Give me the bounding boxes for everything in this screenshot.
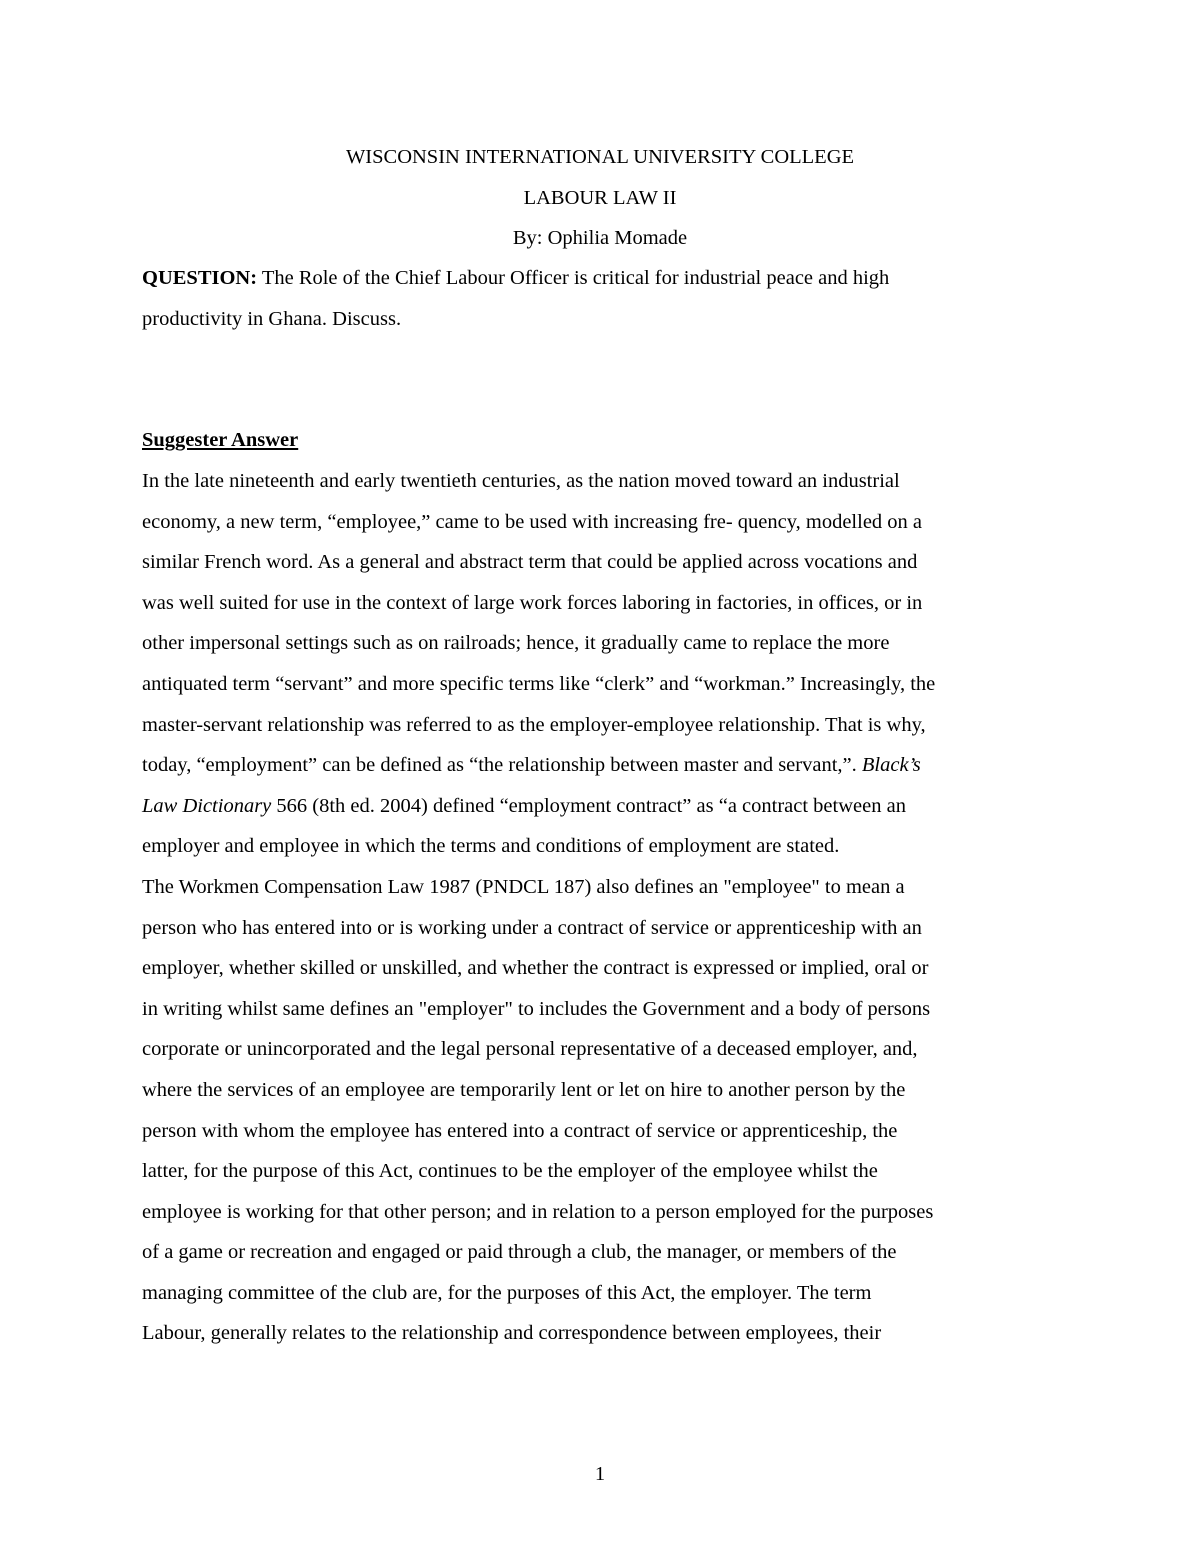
paragraph-2-line: Labour, generally relates to the relationship and correspondence between employees, their xyxy=(142,1322,882,1345)
paragraph-2-line: managing committee of the club are, for the purposes of this Act, the employer. The term xyxy=(142,1281,872,1304)
paragraph-1-line-9 xyxy=(142,786,1062,827)
question-line-1 xyxy=(142,258,1062,299)
question-text-1: The Role of the Chief Labour Officer is critical for industrial peace and high xyxy=(257,267,890,289)
law-dictionary-citation: Law Dictionary xyxy=(142,794,272,817)
paragraph-2-line: in writing whilst same defines an "employer" to includes the Government and a body of persons xyxy=(142,997,931,1020)
question-label: QUESTION: xyxy=(142,267,258,289)
answer-body xyxy=(142,461,1062,1354)
blacks-citation: Black’s xyxy=(861,754,921,777)
paragraph-1-line: master-servant relationship was referred to as the employer-employee relationship. That is why, xyxy=(142,713,926,736)
institution-title: WISCONSIN INTERNATIONAL UNIVERSITY COLLEGE xyxy=(345,146,855,168)
answer-heading: Suggester Answer xyxy=(142,429,299,451)
paragraph-1-line: antiquated term “servant” and more specific terms like “clerk” and “workman.” Increasingly, the xyxy=(142,672,936,695)
paragraph-1-line: economy, a new term, “employee,” came to be used with increasing fre- quency, modelled on a xyxy=(142,510,923,533)
paragraph-2-line: The Workmen Compensation Law 1987 (PNDCL 187) also defines an "employee" to mean a xyxy=(142,875,905,898)
paragraph-1-line: In the late nineteenth and early twentieth centuries, as the nation moved toward an industrial xyxy=(142,470,900,492)
course-title: LABOUR LAW II xyxy=(523,187,677,209)
paragraph-2-line: where the services of an employee are temporarily lent or let on hire to another person by the xyxy=(142,1078,906,1101)
paragraph-2-line: latter, for the purpose of this Act, continues to be the employer of the employee whilst the xyxy=(142,1160,878,1183)
paragraph-1-line: was well suited for use in the context of large work forces laboring in factories, in offices, or in xyxy=(142,591,923,614)
paragraph-2-line: of a game or recreation and engaged or paid through a club, the manager, or members of the xyxy=(142,1241,897,1264)
paragraph-2-line: person who has entered into or is working under a contract of service or apprenticeship with an xyxy=(142,916,922,939)
contract-definition-text: 566 (8th ed. 2004) defined “employment contract” as “a contract between an xyxy=(271,794,906,817)
paragraph-1-line-8 xyxy=(142,745,1062,786)
paragraph-2-line: corporate or unincorporated and the legal personal representative of a deceased employer, and, xyxy=(142,1038,918,1061)
page-number: 1 xyxy=(594,1463,606,1485)
question-line-2: productivity in Ghana. Discuss. xyxy=(142,307,402,330)
paragraph-1-line: other impersonal settings such as on railroads; hence, it gradually came to replace the more xyxy=(142,632,890,655)
paragraph-1-line: employer and employee in which the terms and conditions of employment are stated. xyxy=(142,835,840,858)
paragraph-2-line: employer, whether skilled or unskilled, and whether the contract is expressed or implied, oral or xyxy=(142,957,929,980)
author-line: By: Ophilia Momade xyxy=(512,227,688,249)
paragraph-2-line: person with whom the employee has entered into a contract of service or apprenticeship, the xyxy=(142,1119,898,1142)
question-block xyxy=(142,258,1062,339)
paragraph-2-line: employee is working for that other person; and in relation to a person employed for the purposes xyxy=(142,1200,934,1223)
paragraph-1-line: similar French word. As a general and abstract term that could be applied across vocations and xyxy=(142,551,918,574)
employment-definition-text: today, “employment” can be defined as “the relationship between master and servant,”. xyxy=(142,754,862,777)
